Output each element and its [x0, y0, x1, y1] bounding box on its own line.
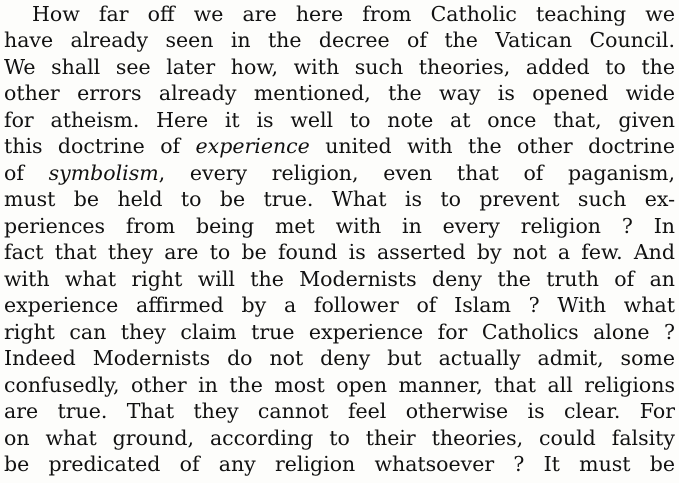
text-line-17: on what ground, according to their theories, could falsity [4, 426, 675, 450]
text-line-8: must be held to be true. What is to prevent such ex- [4, 187, 675, 211]
text-line-3: We shall see later how, with such theories, added to the [4, 55, 675, 79]
text-segment: this doctrine of [4, 134, 196, 158]
text-line-6 [4, 132, 675, 160]
text-line-4: other errors already mentioned, the way is opened wide [4, 81, 675, 105]
text-line-13: right can they claim true experience for Catholics alone ? [4, 320, 675, 344]
text-line-12: experience affirmed by a follower of Islam ? With what [4, 293, 675, 317]
italic-term-symbolism: symbolism [48, 161, 159, 185]
text-segment: united with the other doctrine [309, 134, 675, 158]
text-line-9: periences from being met with in every religion ? In [4, 214, 675, 238]
text-line-15: confusedly, other in the most open manner, that all religions [4, 373, 675, 397]
text-segment: , every religion, even that of paganism, [158, 161, 675, 185]
text-line-14: Indeed Modernists do not deny but actually admit, some [4, 346, 675, 370]
text-line-11: with what right will the Modernists deny the truth of an [4, 267, 675, 291]
text-line-2: have already seen in the decree of the Vatican Council. [4, 28, 675, 52]
text-line-5: for atheism. Here it is well to note at once that, given [4, 108, 675, 132]
text-line-18: be predicated of any religion whatsoever ? It must be [4, 452, 675, 476]
text-line-10: fact that they are to be found is asserted by not a few. And [4, 240, 675, 264]
text-line-1: How far off we are here from Catholic teaching we [32, 2, 675, 26]
text-line-16: are true. That they cannot feel otherwise is clear. For [4, 399, 675, 423]
text-segment: of [4, 161, 49, 185]
italic-term-experience: experience [195, 134, 310, 158]
text-line-7 [4, 159, 675, 187]
